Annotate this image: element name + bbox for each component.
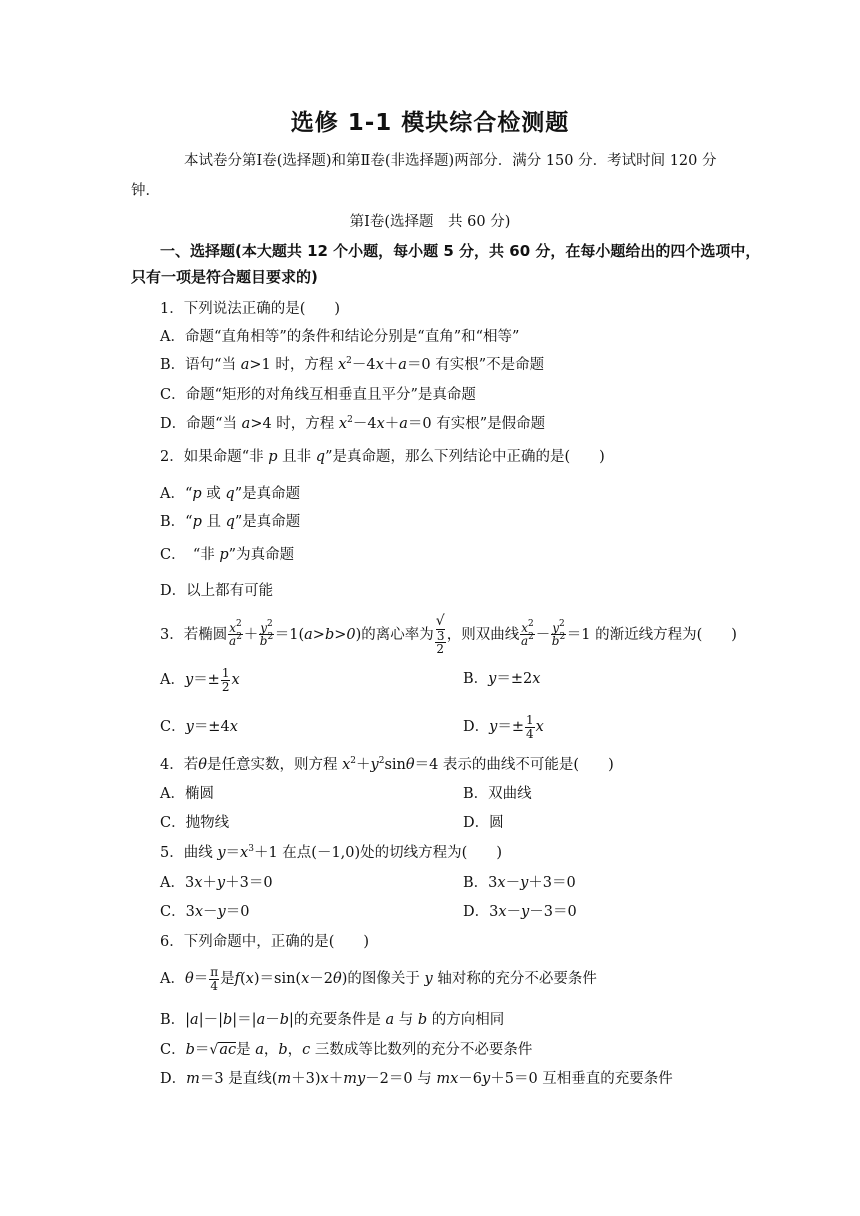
page-title: 选修 1-1 模块综合检测题: [290, 110, 570, 136]
q1-option-d: D．命题“当 a>4 时，方程 $x^2-4x+a=0$ 有实根”是假命题: [160, 415, 546, 432]
q2-option-d: D．以上都有可能: [160, 583, 274, 599]
q5-stem: 5．曲线 $y=x^3+1$ 在点(－1,0)处的切线方程为( ): [160, 844, 502, 861]
q3-frac-x2-a2-hyp: $\frac{x^2}{a^2}$: [521, 618, 534, 649]
q2-option-a: A．“p 或 q”是真命题: [160, 486, 301, 502]
q6-option-c: C．b＝√ac是 a，b，c 三数成等比数列的充分不必要条件: [160, 1042, 533, 1058]
q5-option-c: C．3x－y＝0: [160, 904, 250, 920]
part-title: 第Ⅰ卷(选择题 共 60 分): [349, 214, 511, 230]
q3-option-d: D．y＝± $\frac{1}{4}$ x: [463, 713, 544, 741]
q5-option-b: B．3x－y＋3＝0: [463, 875, 576, 891]
q6-option-b: B．|a|－|b|＝|a－b|的充要条件是 a 与 b 的方向相同: [160, 1012, 505, 1028]
q3-frac-y2-b2: $\frac{y^2}{b^2}$: [259, 618, 274, 649]
q3-frac-sqrt3-2: √ 3 2: [435, 613, 445, 657]
q1-stem: 1．下列说法正确的是( ): [160, 301, 341, 317]
q3-frac-y2-b2-hyp: $\frac{y^2}{b^2}$: [551, 618, 566, 649]
q3-stem: 3．若椭圆 $\frac{x^2}{a^2}$ ＋ $\frac{y^2}{b^2}$ ＝1(a>b>0)的离心率为 √ 3 2 ，则双曲线 $\frac{x^2}{a^2}$ － $\frac{y^2}{b^2}$ ＝1 的渐近线方程为( ): [160, 613, 737, 657]
intro-line-1: 本试卷分第Ⅰ卷(选择题)和第Ⅱ卷(非选择题)两部分．满分 150 分．考试时间 120 分: [184, 153, 717, 169]
section-heading-line-2: 只有一项是符合题目要求的): [131, 268, 318, 286]
q3-option-c: C．y＝±4x: [160, 719, 238, 735]
q2-option-b: B．“p 且 q”是真命题: [160, 514, 301, 530]
intro-line-2: 钟．: [131, 183, 160, 199]
q6-option-a: A．θ＝ $\frac{\pi}{4}$ 是f(x)＝sin(x－2θ)的图像关于 y 轴对称的充分不必要条件: [160, 965, 597, 993]
q3-option-a: A．y＝± $\frac{1}{2}$ x: [160, 666, 240, 694]
q3-frac-x2-a2: $\frac{x^2}{a^2}$: [229, 618, 242, 649]
q1-option-c: C．命题“矩形的对角线互相垂直且平分”是真命题: [160, 387, 476, 403]
q6-option-d: D．m＝3 是直线(m＋3)x＋my－2＝0 与 mx－6y＋5＝0 互相垂直的充要条件: [160, 1071, 673, 1087]
q5-option-a: A．3x＋y＋3＝0: [160, 875, 273, 891]
q4-option-d: D．圆: [463, 815, 504, 831]
q4-option-a: A．椭圆: [160, 786, 214, 802]
q3-option-b: B．y＝±2x: [463, 671, 541, 687]
q5-option-d: D．3x－y－3＝0: [463, 904, 577, 920]
q1-option-b: B．语句“当 a>1 时，方程 $x^2-4x+a=0$ 有实根”不是命题: [160, 356, 545, 373]
q4-option-b: B．双曲线: [463, 786, 532, 802]
q6-stem: 6．下列命题中，正确的是( ): [160, 934, 370, 950]
q4-stem: 4．若θ是任意实数，则方程 $x^2+y^2\sin\theta=4$ 表示的曲线不可能是( ): [160, 756, 614, 773]
section-heading-line-1: 一、选择题(本大题共 12 个小题，每小题 5 分，共 60 分，在每小题给出的四个选项中，: [160, 242, 761, 260]
q2-option-c: C． “非 p”为真命题: [160, 547, 295, 563]
q4-option-c: C．抛物线: [160, 815, 230, 831]
q1-option-a: A．命题“直角相等”的条件和结论分别是“直角”和“相等”: [160, 329, 520, 345]
q2-stem: 2．如果命题“非 p 且非 q”是真命题，那么下列结论中正确的是( ): [160, 449, 605, 465]
